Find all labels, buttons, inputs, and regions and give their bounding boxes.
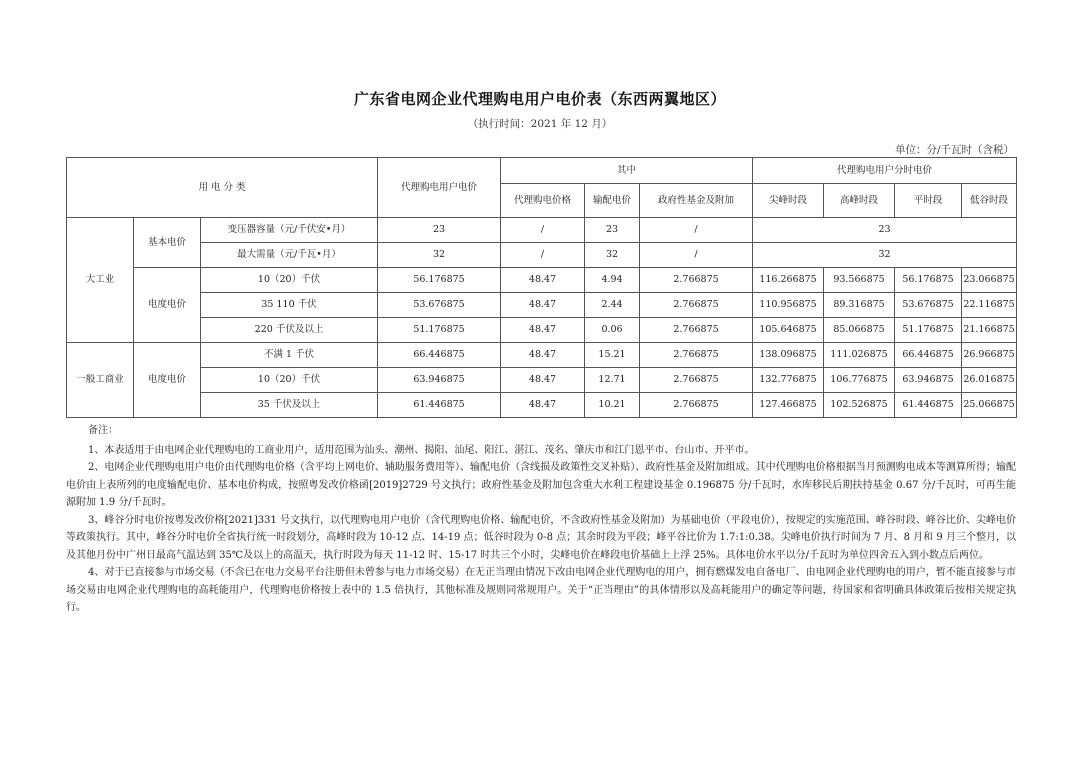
cell-agent: 56.176875 (378, 268, 501, 293)
cell-fund: 2.766875 (640, 393, 753, 418)
row-label: 220 千伏及以上 (201, 318, 378, 343)
cell-purchase: 48.47 (501, 268, 585, 293)
group-energy-price: 电度电价 (134, 268, 201, 343)
cell-peak: 102.526875 (824, 393, 895, 418)
cell-sharp: 105.646875 (753, 318, 824, 343)
row-label: 35 千伏及以上 (201, 393, 378, 418)
group-basic-price: 基本电价 (134, 218, 201, 268)
group-large-industry: 大工业 (67, 218, 134, 343)
cell-transmission: 2.44 (585, 293, 640, 318)
cell-fund: 2.766875 (640, 318, 753, 343)
header-purchase-price: 代理购电价格 (501, 184, 585, 218)
cell-fund: 2.766875 (640, 268, 753, 293)
header-gov-fund: 政府性基金及附加 (640, 184, 753, 218)
table-row (67, 318, 1017, 343)
cell-flat: 61.446875 (895, 393, 962, 418)
note-item: 2、电网企业代理购电用户电价由代理购电价格（含平均上网电价、辅助服务费用等）、输配电价（含线损及政策性交叉补贴）、政府性基金及附加组成。其中代理购电价格根据当月预测购电成本等测算所得；输配电价由上表所列的电度输配电价、基本电价构成，按照粤发改价格函[2019]2729 号文执行；政府性基金及附加包含重大水利工程建设基金 0.196875 分/千瓦时，水库移民后期扶持基金 0.67 分/千瓦时，可再生能源附加 1.9 分/千瓦时。 (66, 462, 1016, 508)
cell-peak: 85.066875 (824, 318, 895, 343)
cell-peak: 89.316875 (824, 293, 895, 318)
cell-valley: 26.016875 (962, 368, 1017, 393)
cell-fund: 2.766875 (640, 368, 753, 393)
row-label: 最大需量（元/千瓦•月） (201, 243, 378, 268)
table-row (67, 343, 1017, 368)
cell-flat: 51.176875 (895, 318, 962, 343)
cell-flat: 63.946875 (895, 368, 962, 393)
table-row (67, 393, 1017, 418)
notes-section (66, 422, 1016, 617)
cell-agent: 32 (378, 243, 501, 268)
header-transmission-price: 输配电价 (585, 184, 640, 218)
cell-sharp: 110.956875 (753, 293, 824, 318)
cell-valley: 22.116875 (962, 293, 1017, 318)
cell-valley: 26.966875 (962, 343, 1017, 368)
cell-transmission: 15.21 (585, 343, 640, 368)
group-general-commercial: 一般工商业 (67, 343, 134, 418)
notes-title: 备注： (88, 425, 118, 436)
cell-purchase: 48.47 (501, 318, 585, 343)
row-label: 10（20）千伏 (201, 368, 378, 393)
cell-transmission: 12.71 (585, 368, 640, 393)
page-title: 广东省电网企业代理购电用户电价表（东西两翼地区） (353, 90, 726, 108)
cell-sharp: 127.466875 (753, 393, 824, 418)
cell-transmission: 23 (585, 218, 640, 243)
cell-purchase: 48.47 (501, 393, 585, 418)
header-of-which: 其中 (501, 158, 753, 184)
cell-purchase: 48.47 (501, 368, 585, 393)
cell-sharp: 138.096875 (753, 343, 824, 368)
row-label: 不满 1 千伏 (201, 343, 378, 368)
cell-transmission: 4.94 (585, 268, 640, 293)
cell-fund: / (640, 218, 753, 243)
table-row (67, 218, 1017, 243)
header-peak: 高峰时段 (824, 184, 895, 218)
cell-transmission: 32 (585, 243, 640, 268)
cell-purchase: 48.47 (501, 293, 585, 318)
cell-sharp: 132.776875 (753, 368, 824, 393)
table-row (67, 268, 1017, 293)
cell-agent: 23 (378, 218, 501, 243)
note-item: 1、本表适用于由电网企业代理购电的工商业用户，适用范围为汕头、潮州、揭阳、汕尾、阳江、湛江、茂名、肇庆市和江门恩平市、台山市、开平市。 (88, 444, 755, 456)
cell-sharp: 116.266875 (753, 268, 824, 293)
price-table (66, 157, 1017, 418)
header-agent-price: 代理购电用户电价 (378, 158, 501, 218)
cell-agent: 61.446875 (378, 393, 501, 418)
cell-transmission: 0.06 (585, 318, 640, 343)
cell-flat: 66.446875 (895, 343, 962, 368)
cell-purchase: / (501, 243, 585, 268)
note-item: 3、峰谷分时电价按粤发改价格[2021]331 号文执行，以代理购电用户电价（含代理购电价格、输配电价，不含政府性基金及附加）为基础电价（平段电价），按规定的实施范围、峰谷时段、峰谷比价、尖峰电价等政策执行。其中，峰谷分时电价全省执行统一时段划分，高峰时段为 10-12 点、14-19 点；低谷时段为 0-8 点；其余时段为平段；峰平谷比价为 1.7:1:0.38。尖峰电价执行时间为 7 月、8 月和 9 月三个整月，以及其他月份中广州日最高气温达到 35℃及以上的高温天，执行时段为每天 11-12 时、15-17 时共三个小时，尖峰电价在峰段电价基础上上浮 25%。具体电价水平以分/千瓦时为单位四舍五入到小数点后两位。 (66, 514, 1016, 561)
cell-purchase: / (501, 218, 585, 243)
cell-agent: 51.176875 (378, 318, 501, 343)
cell-purchase: 48.47 (501, 343, 585, 368)
unit-label: 单位：分/千瓦时（含税） (894, 144, 1014, 156)
cell-tou-merged: 23 (753, 218, 1017, 243)
cell-peak: 106.776875 (824, 368, 895, 393)
note-item: 4、对于已直接参与市场交易（不含已在电力交易平台注册但未曾参与电力市场交易）在无正当理由情况下改由电网企业代理购电的用户，拥有燃煤发电自备电厂、由电网企业代理购电的用户，暂不能直接参与市场交易由电网企业代理购电的高耗能用户，代理购电价格按上表中的 1.5 倍执行，其他标准及规则同常规用户。关于“正当理由”的具体情形以及高耗能用户的确定等问题，待国家和省明确具体政策后按相关规定执行。 (66, 567, 1016, 613)
row-label: 10（20）千伏 (201, 268, 378, 293)
cell-fund: 2.766875 (640, 343, 753, 368)
cell-agent: 53.676875 (378, 293, 501, 318)
row-label: 变压器容量（元/千伏安•月） (201, 218, 378, 243)
header-category: 用 电 分 类 (67, 158, 378, 218)
table-row (67, 243, 1017, 268)
cell-flat: 53.676875 (895, 293, 962, 318)
cell-flat: 56.176875 (895, 268, 962, 293)
cell-valley: 21.166875 (962, 318, 1017, 343)
table-row (67, 293, 1017, 318)
row-label: 35 110 千伏 (201, 293, 378, 318)
header-sharp-peak: 尖峰时段 (753, 184, 824, 218)
cell-fund: / (640, 243, 753, 268)
header-tou: 代理购电用户分时电价 (753, 158, 1017, 184)
group-energy-price: 电度电价 (134, 343, 201, 418)
cell-agent: 63.946875 (378, 368, 501, 393)
cell-valley: 23.066875 (962, 268, 1017, 293)
header-flat: 平时段 (895, 184, 962, 218)
cell-transmission: 10.21 (585, 393, 640, 418)
cell-agent: 66.446875 (378, 343, 501, 368)
cell-peak: 93.566875 (824, 268, 895, 293)
table-header-row (67, 158, 1017, 184)
cell-valley: 25.066875 (962, 393, 1017, 418)
header-valley: 低谷时段 (962, 184, 1017, 218)
cell-fund: 2.766875 (640, 293, 753, 318)
cell-peak: 111.026875 (824, 343, 895, 368)
table-row (67, 368, 1017, 393)
execution-date: （执行时间：2021 年 12 月） (467, 118, 613, 130)
cell-tou-merged: 32 (753, 243, 1017, 268)
